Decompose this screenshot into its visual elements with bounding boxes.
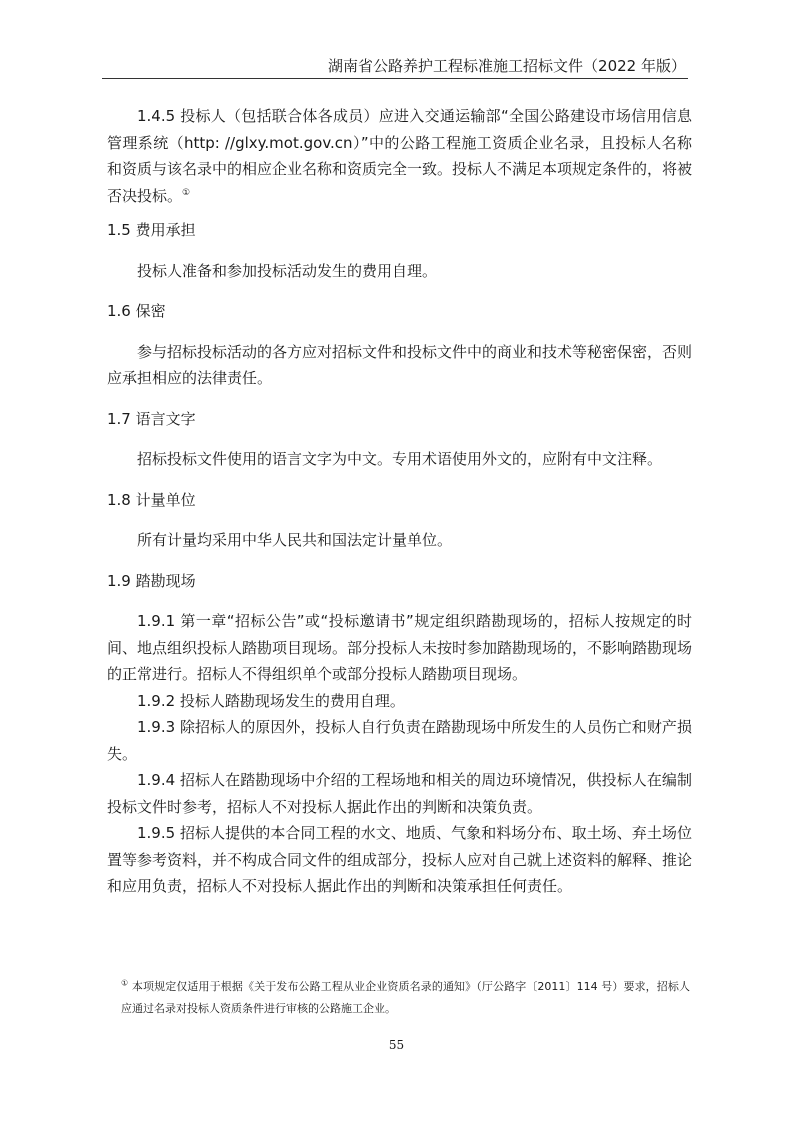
heading-1-6: 1.6 保密 — [107, 302, 166, 320]
document-body — [107, 103, 692, 900]
paragraph-1-5: 投标人准备和参加投标活动发生的费用自理。 — [137, 261, 438, 280]
paragraph-1-9-1: 1.9.1 第一章“招标公告”或“投标邀请书”规定组织踏勘现场的，招标人按规定的时间、地点组织投标人踏勘项目现场。部分投标人未按时参加踏勘现场的，不影响踏勘现场的正常进行。招标人不得组织单个或部分投标人踏勘项目现场。 — [107, 612, 693, 683]
heading-1-9: 1.9 踏勘现场 — [107, 571, 196, 590]
paragraph-1-7: 招标投标文件使用的语言文字为中文。专用术语使用外文的，应附有中文注释。 — [137, 450, 663, 468]
paragraph-1-9-3: 1.9.3 除招标人的原因外，投标人自行负责在踏勘现场中所发生的人员伤亡和财产损失。 — [107, 718, 692, 763]
footnote — [107, 976, 690, 1020]
heading-1-8: 1.8 计量单位 — [107, 490, 196, 509]
page-number: 55 — [388, 1038, 405, 1052]
paragraph-1-9-5: 1.9.5 招标人提供的本合同工程的水文、地质、气象和料场分布、取土场、弃土场位置等参考资料，并不构成合同文件的组成部分，投标人应对自己就上述资料的解释、推论和应用负责，招标人不对投标人据此作出的判断和决策承担任何责任。 — [107, 824, 693, 895]
footnote-text: 本项规定仅适用于根据《关于发布公路工程从业企业资质名录的通知》（厅公路字〔2011〕114 号）要求，招标人应通过名录对投标人资质条件进行审核的公路施工企业。 — [121, 980, 690, 1015]
header-title: 湖南省公路养护工程标准施工招标文件（2022 年版） — [328, 57, 686, 75]
paragraph-1-4-5-text: 1.4.5 投标人（包括联合体各成员）应进入交通运输部“全国公路建设市场信用信息管理系统（http: //glxy.mot.gov.cn）”中的公路工程施工资质企业名录，且投标人名称和资质与该名录中的相应企业名称和资质完全一致。投标人不满足本项规定条件的，将被否决投标。 — [107, 107, 693, 205]
paragraph-1-6: 参与招标投标活动的各方应对招标文件和投标文件中的商业和技术等秘密保密，否则应承担相应的法律责任。 — [107, 342, 693, 387]
paragraph-1-9-2: 1.9.2 投标人踏勘现场发生的费用自理。 — [137, 691, 405, 710]
paragraph-1-8: 所有计量均采用中华人民共和国法定计量单位。 — [137, 531, 453, 549]
footnote-line — [107, 976, 690, 1020]
running-header — [102, 50, 688, 79]
footnote-mark: ① — [121, 978, 129, 988]
heading-1-7: 1.7 语言文字 — [107, 409, 196, 428]
paragraph-1-9-4: 1.9.4 招标人在踏勘现场中介绍的工程场地和相关的周边环境情况，供投标人在编制投标文件时参考，招标人不对投标人据此作出的判断和决策负责。 — [107, 771, 692, 816]
paragraph-1-4-5 — [107, 103, 692, 209]
heading-1-5: 1.5 费用承担 — [107, 221, 196, 239]
footnote-reference: ① — [182, 187, 191, 198]
